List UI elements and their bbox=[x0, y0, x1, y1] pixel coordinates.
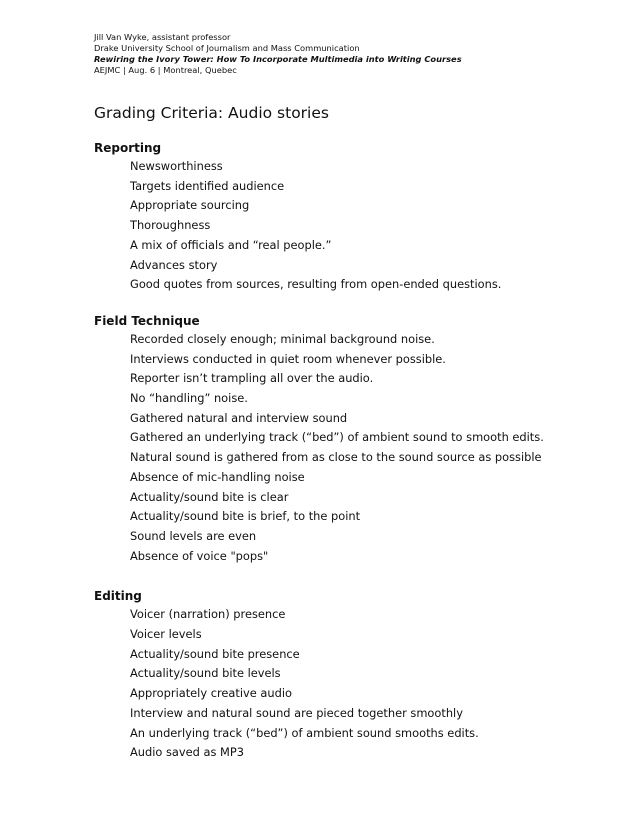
list-item: Absence of voice "pops" bbox=[130, 548, 269, 563]
list-item: Natural sound is gathered from as close to the sound source as possible bbox=[130, 450, 542, 465]
page-title: Grading Criteria: Audio stories bbox=[94, 104, 329, 122]
list-item: Actuality/sound bite presence bbox=[130, 646, 300, 661]
list-item: Interview and natural sound are pieced together smoothly bbox=[130, 705, 463, 720]
section-reporting bbox=[94, 139, 614, 295]
section-editing bbox=[94, 587, 614, 763]
list-item: Recorded closely enough; minimal background noise. bbox=[130, 331, 435, 346]
list-item: Targets identified audience bbox=[130, 178, 285, 193]
section-field-technique bbox=[94, 312, 614, 566]
list-item: Gathered natural and interview sound bbox=[130, 410, 348, 425]
list-item: Voicer levels bbox=[130, 627, 202, 642]
list-item: No “handling” noise. bbox=[130, 391, 248, 406]
section-heading: Field Technique bbox=[94, 313, 200, 328]
list-item: Advances story bbox=[130, 257, 218, 272]
list-item: Actuality/sound bite is clear bbox=[130, 489, 289, 504]
list-item: Appropriate sourcing bbox=[130, 198, 250, 213]
list-item: Newsworthiness bbox=[130, 159, 223, 173]
criteria-list bbox=[94, 157, 614, 295]
list-item: Gathered an underlying track (“bed”) of ambient sound to smooth edits. bbox=[130, 430, 544, 445]
list-item: Appropriately creative audio bbox=[130, 686, 292, 701]
list-item: An underlying track (“bed”) of ambient sound smooths edits. bbox=[130, 725, 479, 740]
list-item: Actuality/sound bite levels bbox=[130, 666, 281, 681]
list-item: Thoroughness bbox=[130, 218, 211, 233]
criteria-list bbox=[94, 330, 614, 566]
list-item: Good quotes from sources, resulting from open-ended questions. bbox=[130, 277, 502, 292]
list-item: A mix of officials and “real people.” bbox=[130, 237, 332, 252]
conference-line: AEJMC | Aug. 6 | Montreal, Quebec bbox=[94, 65, 237, 75]
list-item: Voicer (narration) presence bbox=[130, 607, 286, 622]
document-page bbox=[94, 32, 614, 763]
list-item: Audio saved as MP3 bbox=[130, 745, 244, 760]
section-heading: Editing bbox=[94, 589, 142, 604]
school-line: Drake University School of Journalism and Mass Communication bbox=[94, 43, 360, 53]
criteria-list bbox=[94, 605, 614, 763]
section-heading: Reporting bbox=[94, 141, 162, 155]
list-item: Sound levels are even bbox=[130, 528, 257, 543]
list-item: Actuality/sound bite is brief, to the point bbox=[130, 509, 361, 524]
list-item: Absence of mic-handling noise bbox=[130, 469, 305, 484]
list-item: Reporter isn’t trampling all over the audio. bbox=[130, 371, 374, 386]
list-item: Interviews conducted in quiet room whenever possible. bbox=[130, 351, 446, 366]
document-header bbox=[94, 32, 614, 76]
talk-title-line: Rewiring the Ivory Tower: How To Incorporate Multimedia into Writing Courses bbox=[94, 54, 462, 64]
author-line: Jill Van Wyke, assistant professor bbox=[94, 32, 231, 42]
